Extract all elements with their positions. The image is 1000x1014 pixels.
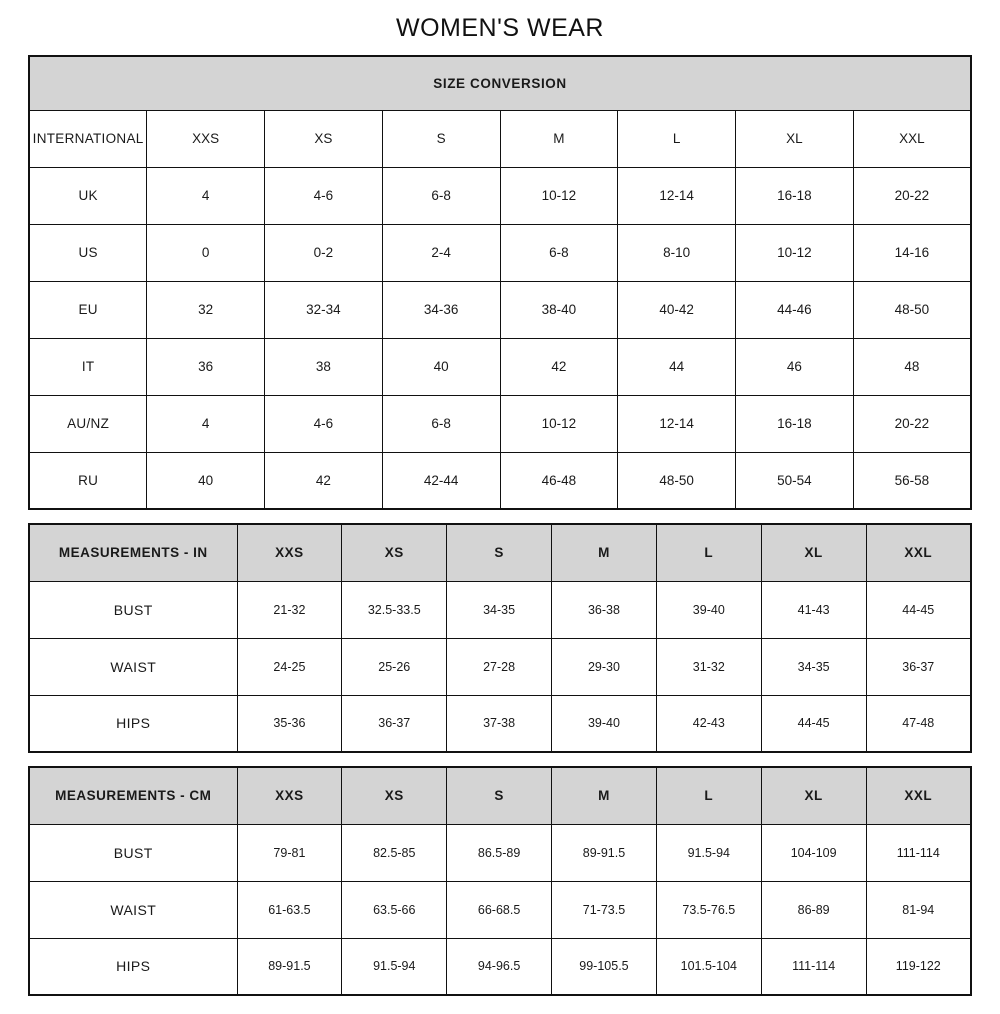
cell: 4-6 <box>265 167 383 224</box>
cell: 48-50 <box>618 452 736 509</box>
cell: 4 <box>147 395 265 452</box>
cell: 119-122 <box>866 938 971 995</box>
column-header-xxl: XXL <box>866 767 971 824</box>
cell: 37-38 <box>447 695 552 752</box>
cell: 47-48 <box>866 695 971 752</box>
column-header-xl: XL <box>761 767 866 824</box>
cell: 82.5-85 <box>342 824 447 881</box>
column-header-s: S <box>447 524 552 581</box>
cell: 35-36 <box>237 695 342 752</box>
table-row <box>29 581 971 638</box>
cell: 44-45 <box>761 695 866 752</box>
table-header-row <box>29 524 971 581</box>
column-header-l: L <box>618 110 736 167</box>
table-row <box>29 395 971 452</box>
cell: 36-37 <box>866 638 971 695</box>
cell: 20-22 <box>853 395 971 452</box>
cell: 36-38 <box>552 581 657 638</box>
row-label: IT <box>29 338 147 395</box>
cell: 40 <box>382 338 500 395</box>
cell: 0 <box>147 224 265 281</box>
cell: 16-18 <box>736 395 854 452</box>
page-title: WOMEN'S WEAR <box>396 14 604 42</box>
row-label: UK <box>29 167 147 224</box>
cell: 8-10 <box>618 224 736 281</box>
size-conversion-table <box>28 55 972 510</box>
cell: 10-12 <box>500 167 618 224</box>
column-header-m: M <box>552 524 657 581</box>
column-header-xl: XL <box>761 524 866 581</box>
table-row <box>29 695 971 752</box>
cell: 89-91.5 <box>237 938 342 995</box>
row-label: WAIST <box>29 638 237 695</box>
cell: 41-43 <box>761 581 866 638</box>
cell: 44-45 <box>866 581 971 638</box>
row-label: AU/NZ <box>29 395 147 452</box>
cell: 63.5-66 <box>342 881 447 938</box>
cell: 91.5-94 <box>342 938 447 995</box>
table-row <box>29 638 971 695</box>
cell: 34-35 <box>447 581 552 638</box>
size-conversion-banner: SIZE CONVERSION <box>29 56 971 110</box>
table-row <box>29 167 971 224</box>
size-chart-page <box>0 14 1000 1014</box>
cell: 24-25 <box>237 638 342 695</box>
column-header-m: M <box>500 110 618 167</box>
cell: 48 <box>853 338 971 395</box>
cell: 6-8 <box>382 167 500 224</box>
cell: 16-18 <box>736 167 854 224</box>
row-label: HIPS <box>29 938 237 995</box>
cell: 10-12 <box>736 224 854 281</box>
cell: 21-32 <box>237 581 342 638</box>
cell: 2-4 <box>382 224 500 281</box>
row-label: EU <box>29 281 147 338</box>
column-header-s: S <box>382 110 500 167</box>
column-header-xs: XS <box>342 767 447 824</box>
column-header-s: S <box>447 767 552 824</box>
cell: 32-34 <box>265 281 383 338</box>
measurements-in-table <box>28 523 972 753</box>
cell: 34-35 <box>761 638 866 695</box>
column-header-xxs: XXS <box>147 110 265 167</box>
cell: 32.5-33.5 <box>342 581 447 638</box>
cell: 14-16 <box>853 224 971 281</box>
cell: 86.5-89 <box>447 824 552 881</box>
column-header-l: L <box>656 767 761 824</box>
cell: 31-32 <box>656 638 761 695</box>
column-header-l: L <box>656 524 761 581</box>
cell: 50-54 <box>736 452 854 509</box>
cell: 32 <box>147 281 265 338</box>
column-header-xxl: XXL <box>866 524 971 581</box>
table-header-row <box>29 767 971 824</box>
cell: 94-96.5 <box>447 938 552 995</box>
cell: 36 <box>147 338 265 395</box>
cell: 66-68.5 <box>447 881 552 938</box>
cell: 6-8 <box>382 395 500 452</box>
column-header-xs: XS <box>342 524 447 581</box>
cell: 46-48 <box>500 452 618 509</box>
cell: 86-89 <box>761 881 866 938</box>
cell: 104-109 <box>761 824 866 881</box>
table-row <box>29 281 971 338</box>
cell: 38-40 <box>500 281 618 338</box>
table-row <box>29 224 971 281</box>
cell: 48-50 <box>853 281 971 338</box>
cell: 38 <box>265 338 383 395</box>
cell: 71-73.5 <box>552 881 657 938</box>
cell: 39-40 <box>656 581 761 638</box>
cell: 40-42 <box>618 281 736 338</box>
cell: 61-63.5 <box>237 881 342 938</box>
cell: 111-114 <box>761 938 866 995</box>
cell: 34-36 <box>382 281 500 338</box>
cell: 40 <box>147 452 265 509</box>
cell: 42 <box>265 452 383 509</box>
table-row <box>29 452 971 509</box>
cell: 79-81 <box>237 824 342 881</box>
cell: 44 <box>618 338 736 395</box>
column-header-measurements-cm: MEASUREMENTS - CM <box>29 767 237 824</box>
cell: 73.5-76.5 <box>656 881 761 938</box>
table-row <box>29 824 971 881</box>
cell: 12-14 <box>618 395 736 452</box>
table-row <box>29 938 971 995</box>
cell: 111-114 <box>866 824 971 881</box>
cell: 42-43 <box>656 695 761 752</box>
cell: 56-58 <box>853 452 971 509</box>
cell: 36-37 <box>342 695 447 752</box>
cell: 42 <box>500 338 618 395</box>
cell: 44-46 <box>736 281 854 338</box>
table-row <box>29 338 971 395</box>
cell: 29-30 <box>552 638 657 695</box>
cell: 89-91.5 <box>552 824 657 881</box>
cell: 99-105.5 <box>552 938 657 995</box>
cell: 4 <box>147 167 265 224</box>
column-header-international: INTERNATIONAL <box>29 110 147 167</box>
row-label: BUST <box>29 581 237 638</box>
table-banner-row <box>29 56 971 110</box>
row-label: WAIST <box>29 881 237 938</box>
measurements-cm-table <box>28 766 972 996</box>
cell: 6-8 <box>500 224 618 281</box>
column-header-xxs: XXS <box>237 767 342 824</box>
cell: 27-28 <box>447 638 552 695</box>
row-label: BUST <box>29 824 237 881</box>
column-header-measurements-in: MEASUREMENTS - IN <box>29 524 237 581</box>
cell: 4-6 <box>265 395 383 452</box>
cell: 0-2 <box>265 224 383 281</box>
column-header-m: M <box>552 767 657 824</box>
cell: 25-26 <box>342 638 447 695</box>
cell: 42-44 <box>382 452 500 509</box>
row-label: RU <box>29 452 147 509</box>
cell: 91.5-94 <box>656 824 761 881</box>
column-header-xxs: XXS <box>237 524 342 581</box>
cell: 10-12 <box>500 395 618 452</box>
table-row <box>29 881 971 938</box>
cell: 20-22 <box>853 167 971 224</box>
cell: 12-14 <box>618 167 736 224</box>
cell: 46 <box>736 338 854 395</box>
cell: 39-40 <box>552 695 657 752</box>
cell: 101.5-104 <box>656 938 761 995</box>
column-header-xl: XL <box>736 110 854 167</box>
column-header-xxl: XXL <box>853 110 971 167</box>
column-header-xs: XS <box>265 110 383 167</box>
cell: 81-94 <box>866 881 971 938</box>
table-header-row <box>29 110 971 167</box>
row-label: US <box>29 224 147 281</box>
row-label: HIPS <box>29 695 237 752</box>
